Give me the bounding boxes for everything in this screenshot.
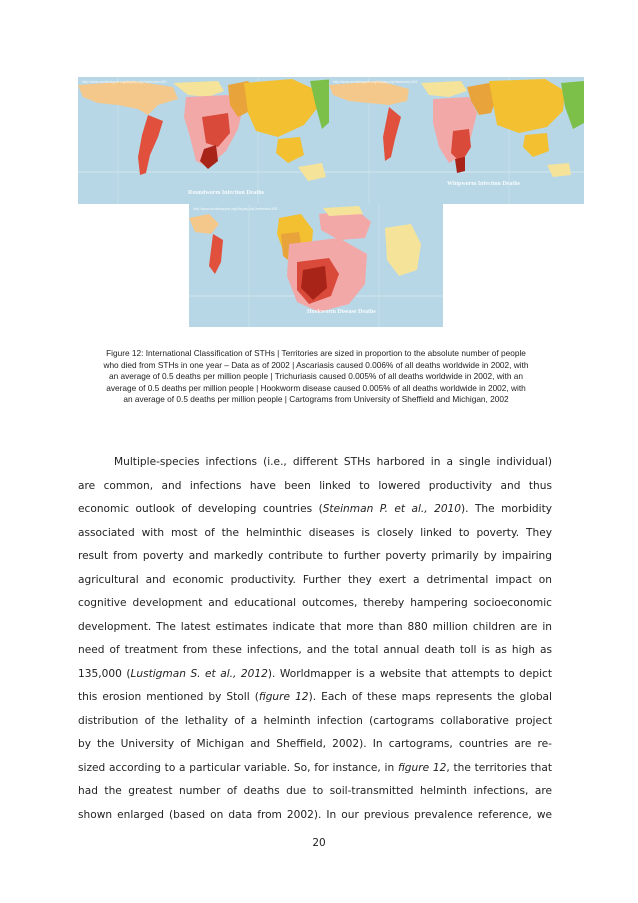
body-text-segment: had the greatest number of deaths due to soil-transmitted helminth infections, are <box>78 785 552 797</box>
map-title: Roundworm Infection Deaths <box>188 190 265 196</box>
caption-line: who died from STHs in one year – Data as of 2002 | Ascariasis caused 0.006% of all deaths worldwide in 2002, with <box>103 359 529 370</box>
body-text-segment: ). Each of these maps represents the global <box>308 691 552 703</box>
hookworm-cartogram-map <box>189 204 443 327</box>
body-text-segment: 135,000 ( <box>78 667 131 680</box>
body-line <box>78 710 552 734</box>
body-line <box>78 545 552 569</box>
page-number: 20 <box>312 837 326 849</box>
body-text-segment: are common, and infections have been linked to lowered productivity and thus <box>78 479 552 492</box>
body-line <box>78 663 552 687</box>
map-title: Whipworm Infection Deaths <box>447 181 520 187</box>
body-line <box>78 592 552 616</box>
map-source-url: http://www.worldmapper.org/display.php?selected=400 <box>82 80 167 84</box>
body-text-segment: this erosion mentioned by Stoll ( <box>78 691 259 703</box>
citation-text: Lustigman S. et al., 2012 <box>130 667 268 680</box>
body-line <box>78 780 552 804</box>
body-line <box>78 639 552 663</box>
roundworm-cartogram-graphic <box>78 77 335 204</box>
body-text-segment: associated with most of the helminthic diseases is closely linked to poverty. They <box>78 526 552 539</box>
roundworm-cartogram-map <box>78 77 335 204</box>
body-line <box>78 733 552 757</box>
body-line <box>78 498 552 522</box>
caption-line: an average of 0.5 deaths per million people | Trichuriasis caused 0.005% of all deaths worldwide in 2002, with an <box>108 371 524 382</box>
whipworm-cartogram-map <box>329 77 584 204</box>
figure-caption <box>60 348 572 406</box>
body-text-segment: Multiple-species infections (i.e., different STHs harbored in a single individual) <box>114 456 552 468</box>
citation-text: figure 12 <box>258 691 309 703</box>
caption-line: Figure 12: International Classification of STHs | Territories are sized in proportion to the absolute number of people <box>106 348 526 358</box>
body-text-segment: need of treatment from these infections, and the total annual death toll is as high as <box>78 644 552 656</box>
body-text-segment: agricultural and economic productivity. Further they exert a detrimental impact on <box>78 573 552 586</box>
body-text-segment: development. The latest estimates indicate that more than 880 million children are in <box>78 620 552 633</box>
map-title: Hookworm Disease Deaths <box>307 309 376 315</box>
body-text-segment: shown enlarged (based on data from 2002). In our previous prevalence reference, we <box>78 808 552 821</box>
body-text-segment: cognitive development and educational outcomes, thereby hampering socioeconomic <box>78 597 552 609</box>
citation-text: figure 12 <box>397 761 447 774</box>
body-line <box>78 569 552 593</box>
body-line <box>78 757 552 781</box>
body-text-segment: distribution of the lethality of a helminth infection (cartograms collaborative project <box>78 714 552 727</box>
map-source-url: http://www.worldmapper.org/display.php?selected=401 <box>333 80 418 84</box>
body-text-segment: economic outlook of developing countries ( <box>78 503 323 515</box>
body-line <box>78 522 552 546</box>
body-line <box>78 686 552 710</box>
body-text-segment: ). Worldmapper is a website that attempts to depict <box>267 667 552 680</box>
body-line <box>78 451 552 475</box>
body-paragraph <box>78 451 552 827</box>
caption-line: average of 0.5 deaths per million people | Hookworm disease caused 0.005% of all deaths worldwide in 2002, with <box>106 382 526 393</box>
body-text-segment: sized according to a particular variable. So, for instance, in <box>78 761 398 774</box>
body-text-segment: , the territories that <box>446 761 552 774</box>
body-line <box>78 804 552 828</box>
body-text-segment: ). The morbidity <box>461 503 552 515</box>
caption-line: an average of 0.5 deaths per million people | Cartograms from University of Sheffield and Michigan, 2002 <box>123 394 509 405</box>
citation-text: Steinman P. et al., 2010 <box>322 503 462 515</box>
body-text-segment: result from poverty and markedly contribute to further poverty primarily by impairing <box>78 550 552 562</box>
body-line <box>78 616 552 640</box>
map-source-url: http://www.worldmapper.org/display.php?selected=402 <box>193 207 278 211</box>
body-line <box>78 475 552 499</box>
body-text-segment: by the University of Michigan and Sheffield, 2002). In cartograms, countries are re- <box>78 738 552 750</box>
